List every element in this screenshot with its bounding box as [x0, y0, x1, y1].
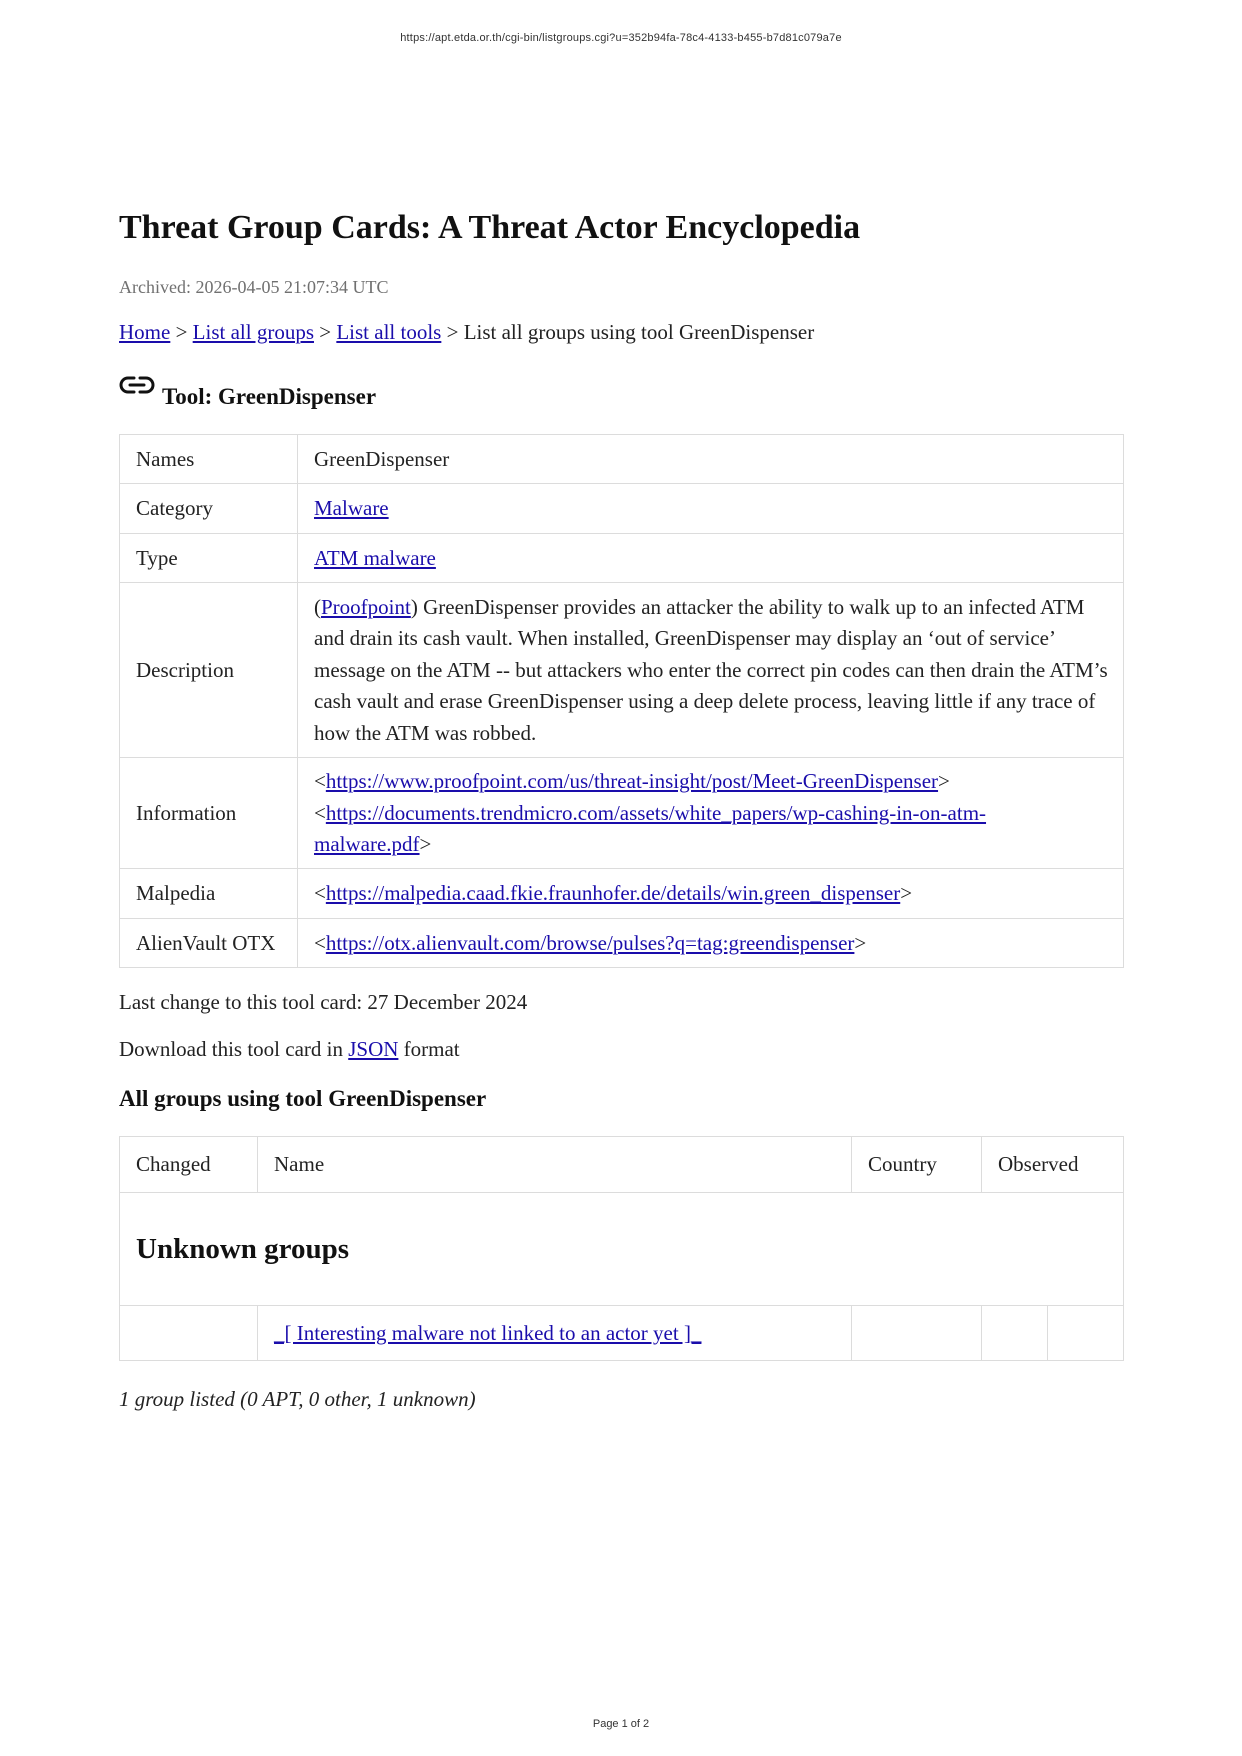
angle-close: > — [938, 769, 950, 794]
download-line — [119, 1037, 1124, 1062]
category-label: Category — [120, 484, 298, 534]
information-cell — [298, 758, 1124, 869]
column-header-changed: Changed — [120, 1137, 258, 1193]
description-source-link[interactable]: Proofpoint — [321, 594, 411, 619]
category-link[interactable]: Malware — [314, 496, 389, 521]
tool-heading — [119, 377, 1124, 411]
changed-cell — [120, 1306, 258, 1361]
angle-close: > — [419, 832, 432, 857]
download-prefix: Download this tool card in — [119, 1037, 349, 1062]
groups-heading: All groups using tool GreenDispenser — [119, 1086, 487, 1112]
description-paren: ( — [314, 594, 321, 619]
type-link[interactable]: ATM malware — [314, 545, 436, 570]
archived-timestamp: Archived: 2026-04-05 21:07:34 UTC — [119, 276, 389, 297]
angle-close: > — [854, 930, 867, 955]
category-row — [120, 484, 1124, 534]
description-row — [120, 583, 1124, 758]
otx-cell — [298, 919, 1124, 968]
otx-row — [120, 919, 1124, 968]
group-link[interactable]: _[ Interesting malware not linked to an actor yet ]_ — [274, 1320, 702, 1345]
page-number: Page 1 of 2 — [592, 1718, 650, 1730]
description-label: Description — [120, 583, 298, 758]
breadcrumb-separator: > — [314, 319, 337, 344]
angle-close: > — [900, 881, 913, 906]
names-value: GreenDispenser — [298, 435, 1124, 484]
names-row — [120, 435, 1124, 484]
unknown-groups-label: Unknown groups — [120, 1193, 1124, 1306]
unknown-groups-section-row — [120, 1193, 1124, 1306]
information-link[interactable]: https://documents.trendmicro.com/assets/white_papers/wp-cashing-in-on-atm-malware.pdf — [314, 800, 987, 857]
information-entry — [314, 798, 1063, 861]
observed-cell — [982, 1306, 1048, 1361]
page-title: Threat Group Cards: A Threat Actor Encyclopedia — [119, 209, 861, 246]
last-change-text: Last change to this tool card: 27 December 2024 — [119, 990, 528, 1015]
name-cell — [258, 1306, 852, 1361]
groups-summary: 1 group listed (0 APT, 0 other, 1 unknown) — [119, 1387, 476, 1412]
information-row — [120, 758, 1124, 869]
malpedia-row — [120, 869, 1124, 919]
tool-title: Tool: GreenDispenser — [162, 383, 377, 409]
angle-open: < — [314, 881, 326, 906]
information-entry — [314, 766, 1063, 798]
breadcrumb-current: List all groups using tool GreenDispenser — [463, 319, 815, 344]
country-cell — [852, 1306, 982, 1361]
breadcrumb-separator: > — [441, 319, 464, 344]
angle-open: < — [314, 769, 326, 794]
description-text: ) GreenDispenser provides an attacker the ability to walk up to an infected ATM and drain its cash vault. When installed, GreenDispenser may display an ‘out of service’ message on the ATM -- but attackers who enter the correct pin codes can then drain the ATM’s cash vault and erase GreenDispenser using a deep delete process, leaving little if any trace of how the ATM was robbed. — [314, 594, 1108, 745]
table-row — [120, 1306, 1124, 1361]
type-cell — [298, 534, 1124, 583]
information-link[interactable]: https://www.proofpoint.com/us/threat-insight/post/Meet-GreenDispenser — [325, 769, 939, 794]
breadcrumb-list-groups-link[interactable]: List all groups — [192, 319, 314, 344]
type-row — [120, 534, 1124, 583]
breadcrumb-list-tools-link[interactable]: List all tools — [336, 319, 442, 344]
json-download-link[interactable]: JSON — [348, 1037, 399, 1062]
extra-cell — [1048, 1306, 1124, 1361]
main-content — [119, 208, 1124, 1412]
angle-open: < — [314, 800, 326, 825]
category-cell — [298, 484, 1124, 534]
link-icon — [119, 373, 155, 397]
tool-info-table — [119, 434, 1124, 968]
breadcrumb-separator: > — [170, 319, 193, 344]
breadcrumb — [119, 320, 1124, 345]
information-label: Information — [120, 758, 298, 869]
malpedia-cell — [298, 869, 1124, 919]
otx-label: AlienVault OTX — [120, 919, 298, 968]
column-header-observed: Observed — [982, 1137, 1124, 1193]
otx-link[interactable]: https://otx.alienvault.com/browse/pulses?q=tag:greendispenser — [325, 930, 855, 955]
column-header-name: Name — [258, 1137, 852, 1193]
names-label: Names — [120, 435, 298, 484]
malpedia-link[interactable]: https://malpedia.caad.fkie.fraunhofer.de/details/win.green_dispenser — [325, 881, 901, 906]
groups-header-row — [120, 1137, 1124, 1193]
column-header-country: Country — [852, 1137, 982, 1193]
print-url-header: https://apt.etda.or.th/cgi-bin/listgroups.cgi?u=352b94fa-78c4-4133-b455-b7d81c079a7e — [400, 32, 842, 44]
malpedia-label: Malpedia — [120, 869, 298, 919]
groups-table — [119, 1136, 1124, 1361]
download-suffix: format — [398, 1037, 460, 1062]
breadcrumb-home-link[interactable]: Home — [119, 319, 171, 344]
angle-open: < — [314, 930, 326, 955]
description-cell — [298, 583, 1124, 758]
type-label: Type — [120, 534, 298, 583]
